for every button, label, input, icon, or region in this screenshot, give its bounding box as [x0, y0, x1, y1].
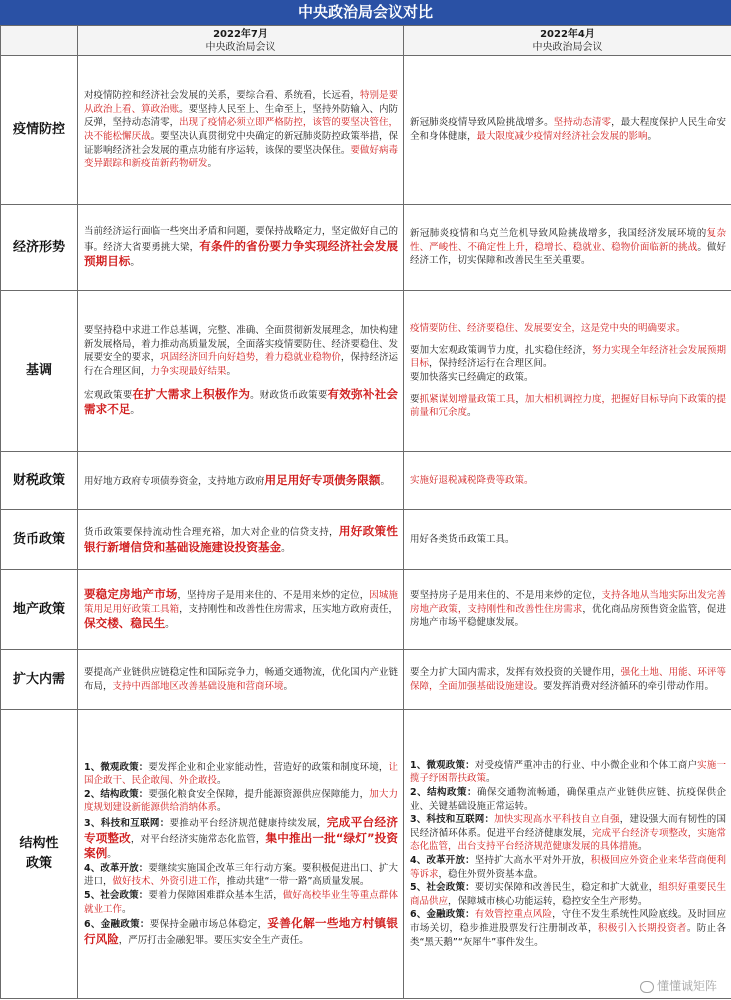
row-economy	[1, 205, 731, 291]
body-text: 要提高产业链供应链稳定性和国际竞争力，畅通交通物流，优化国内产业链布局，	[84, 666, 398, 692]
item-heading: 5、社会政策：	[410, 882, 475, 894]
jul-epidemic	[78, 56, 404, 205]
jul-demand	[78, 650, 404, 710]
body-text: 要坚持房子是用来住的、不是用来炒的定位，	[410, 590, 602, 602]
apr-fiscal	[404, 452, 731, 510]
header-apr-date: 2022年4月	[540, 28, 595, 40]
body-text: 。	[647, 131, 658, 142]
body-text: 。	[281, 542, 291, 554]
body-text: 。	[217, 802, 227, 814]
body-text: 。	[217, 775, 227, 787]
emphasis-text: 保交楼、稳民生	[84, 616, 166, 631]
body-text: 要继续实施国企改革三年行动方案。要积极促进出口、扩大进口，	[84, 862, 398, 888]
row-epidemic	[1, 56, 731, 205]
emphasis-text: 有条件的省份要力争实现经济社会发展预期目标	[84, 238, 398, 269]
highlight-text: 强化土地、用能、环评等保障，全面加强基础设施建设	[410, 666, 726, 692]
highlight-text: 要做好病毒变异跟踪和新疫苗新药物研发	[84, 144, 398, 170]
highlight-text: 实施好退税减税降费等政策。	[410, 474, 534, 486]
body-text: 。	[122, 903, 132, 915]
body-text: 货币政策要保持流动性合理充裕，加大对企业的信贷支持，	[84, 526, 339, 538]
apr-epidemic	[404, 56, 731, 205]
highlight-text: 最大限度减少疫情对经济社会发展的影响	[476, 131, 648, 142]
body-text: 。	[107, 849, 117, 861]
item-heading: 4、改革开放：	[84, 862, 149, 874]
body-text: 要全力扩大国内需求，发挥有效投资的关键作用，	[410, 666, 621, 678]
body-text: 要坚持稳中求进工作总基调，完整、准确、全面贯彻新发展理念，加快构建新发展格局，着力推动高质量发展，全面落实疫情要防住、经济要稳住、发展要安全的要求，	[84, 325, 398, 364]
row-property	[1, 570, 731, 650]
item-heading: 6、金融政策：	[84, 919, 150, 931]
highlight-text: 积极引入长期投资者	[597, 922, 687, 934]
header-category-cell	[1, 26, 78, 56]
category-structural-line1: 结构性	[19, 836, 59, 851]
body-text: 。	[165, 619, 175, 631]
item-heading: 3、科技和互联网：	[84, 818, 170, 830]
apr-demand	[404, 650, 731, 710]
watermark	[640, 977, 717, 994]
highlight-text: 因城施策用足用好政策工具箱	[84, 590, 398, 615]
paragraph-gap	[410, 336, 726, 344]
body-text: 。	[226, 366, 237, 377]
jul-property	[78, 570, 404, 650]
item-heading: 4、改革开放：	[410, 855, 475, 866]
body-text: ，建设强大而有韧性的国民经济循环体系。促进平台经济健康发展，	[410, 814, 726, 839]
header-jul-date: 2022年7月	[213, 28, 268, 40]
highlight-text: 疫情要防住、经济要稳住、发展要安全，这是党中央的明确要求。	[410, 323, 686, 335]
header-jul	[78, 26, 404, 56]
highlight-text: 复杂性、严峻性、不确定性上升，稳增长、稳就业、稳物价面临新的挑战	[410, 228, 726, 253]
item-heading: 3、科技和互联网：	[410, 814, 495, 826]
item-heading: 2、结构政策：	[410, 787, 477, 799]
emphasis-text: 用足用好专项债务限额	[264, 472, 381, 487]
highlight-text: 加大力度规划建设新能源供给消纳体系	[84, 788, 398, 814]
body-text: ，优化商品房预售资金监管，促进房地产市场平稳健康发展。	[410, 603, 726, 629]
row-demand	[1, 650, 731, 710]
paragraph-gap	[410, 385, 726, 393]
body-text: ，	[515, 393, 525, 405]
apr-keynote	[404, 291, 731, 452]
body-text: 。要发挥消费对经济循环的牵引带动作用。	[533, 680, 715, 692]
body-text: 要着力保障困难群众基本生活，	[148, 889, 283, 901]
body-text: 。	[130, 405, 140, 417]
apr-monetary	[404, 510, 731, 570]
body-text: 用好地方政府专项债券资金，支持地方政府	[84, 475, 265, 487]
highlight-text: 组织好重要民生商品供应	[410, 882, 726, 907]
body-text: 要强化粮食安全保障，提升能源资源供应保障能力，	[148, 788, 370, 800]
row-fiscal	[1, 452, 731, 510]
text-line: 要加快落实已经确定的政策。	[410, 372, 534, 383]
item-heading: 1、微观政策：	[410, 759, 475, 771]
apr-economy	[404, 205, 731, 291]
highlight-text: 坚持动态清零	[553, 117, 612, 129]
body-text: ，推动共建“一带一路”高质量发展。	[217, 876, 370, 888]
jul-fiscal	[78, 452, 404, 510]
highlight-text: 积极回应外资企业来华营商便利等诉求	[410, 855, 726, 880]
emphasis-text: 要稳定房地产市场	[84, 587, 178, 602]
emphasis-text: 在扩大需求上积极作为	[132, 386, 251, 401]
highlight-text: 让国企敢干、民企敢闯、外企敢投	[84, 761, 398, 787]
highlight-text: 力争实现最好结果	[150, 366, 227, 377]
row-keynote	[1, 291, 731, 452]
body-text: 。做好经济工作，切实保障和改善民生至关重要。	[410, 241, 726, 267]
highlight-text: 做好技术、外资引进工作	[112, 876, 218, 888]
body-text: 。防止各类“黑天鹅”“灰犀牛”事件发生。	[410, 922, 726, 948]
highlight-text: 加快实现高水平科技自立自强	[494, 814, 620, 826]
jul-keynote	[78, 291, 404, 452]
watermark-text: 懂懂诚矩阵	[656, 979, 717, 993]
highlight-text: 巩固经济回升向好趋势，着力稳就业稳物价	[160, 352, 341, 364]
body-text: ，守住不发生系统性风险底线。及时回应市场关切，稳步推进股票发行注册制改革，	[410, 909, 726, 934]
category-economy: 经济形势	[1, 205, 78, 291]
body-text: 。	[380, 475, 390, 487]
category-monetary: 货币政策	[1, 510, 78, 570]
emphasis-text: 有效弥补社会需求不足	[84, 386, 398, 417]
category-structural-line2: 政策	[25, 856, 52, 871]
body-text: 对受疫情严重冲击的行业、中小微企业和个体工商户	[474, 759, 698, 771]
body-text: 要切实保障和改善民生，稳定和扩大就业，	[474, 882, 659, 894]
paragraph-gap	[84, 379, 398, 387]
row-monetary	[1, 510, 731, 570]
highlight-text: 特别是要从政治上看、算政治账	[84, 90, 398, 115]
body-text: 。	[638, 841, 648, 853]
emphasis-text: 集中推出一批“绿灯”投资案例	[84, 830, 398, 861]
highlight-text: 支持各地从当地实际出发完善房地产政策，支持刚性和改善性住房需求	[410, 590, 726, 615]
item-heading: 1、微观政策：	[84, 761, 149, 773]
highlight-text: 做好高校毕业生等重点群体就业工作	[84, 889, 398, 915]
body-text: 新冠肺炎疫情导致风险挑战增多。	[410, 117, 554, 129]
category-fiscal: 财税政策	[1, 452, 78, 510]
category-epidemic: 疫情防控	[1, 56, 78, 205]
body-text: 。财政货币政策要	[250, 389, 328, 401]
highlight-text: 加大相机调控力度，把握好目标导向下政策的提前量和冗余度	[410, 393, 726, 419]
body-text: ，对平台经济实施常态化监管，	[130, 833, 266, 845]
header-jul-sub: 中央政治局会议	[205, 41, 276, 53]
body-text: ，保障城市核心功能运转，稳控安全生产形势。	[448, 895, 648, 907]
highlight-text: 实施一揽子纾困帮扶政策	[410, 759, 726, 785]
emphasis-text: 完成平台经济专项整改	[84, 815, 398, 845]
header-apr	[404, 26, 731, 56]
highlight-text: 完成平台经济专项整改，实施常态化监管，出台支持平台经济规范健康发展的具体措施	[410, 827, 726, 853]
body-text: 。	[130, 257, 140, 269]
body-text: ，稳住外贸外资基本盘。	[438, 868, 544, 880]
body-text: 要保持金融市场总体稳定，	[149, 919, 268, 931]
jul-monetary	[78, 510, 404, 570]
body-text: 要	[410, 393, 420, 405]
body-text: ，保持经济运行在合理区间，	[84, 352, 398, 377]
body-text: 。	[467, 407, 477, 419]
body-text: 新冠肺炎疫情和乌克兰危机导致风险挑战增多，我国经济发展环境的	[410, 228, 707, 240]
body-text: 要发挥企业和企业家能动性，营造好的政策和制度环境，	[148, 761, 389, 773]
item-heading: 2、结构政策：	[84, 788, 149, 800]
body-text: 用好各类货币政策工具。	[410, 533, 515, 545]
jul-economy	[78, 205, 404, 291]
body-text: 要加大宏观政策调节力度，扎实稳住经济，	[410, 344, 592, 356]
body-text: 要推动平台经济规范健康持续发展，	[169, 818, 327, 830]
page-title: 中央政治局会议对比	[0, 0, 731, 25]
body-text: ，坚持房子是用来住的、不是用来炒的定位，	[177, 590, 370, 602]
body-text: 。要坚持人民至上、生命至上，坚持外防输入、内防反弹，坚持动态清零，	[84, 103, 398, 129]
highlight-text: 出现了疫情必须立即严格防控，该管的要坚决管住，决不能松懈厌战	[84, 117, 398, 142]
highlight-text: 努力实现全年经济社会发展预期目标	[410, 344, 726, 370]
item-heading: 6、金融政策：	[410, 909, 475, 921]
body-text: 坚持扩大高水平对外开放，	[474, 855, 591, 866]
body-text: ，保持经济运行在合理区间。	[429, 358, 553, 370]
row-structural	[1, 710, 731, 999]
emphasis-text: 妥善化解一些地方村镇银行风险	[84, 916, 398, 946]
category-demand: 扩大内需	[1, 650, 78, 710]
body-text: 对疫情防控和经济社会发展的关系，要综合看、系统看，长远看，	[84, 90, 360, 102]
category-property: 地产政策	[1, 570, 78, 650]
body-text: ，最大程度保护人民生命安全和身体健康，	[410, 117, 726, 142]
wechat-icon	[640, 981, 654, 993]
body-text: ，严厉打击金融犯罪。要压实安全生产责任。	[118, 934, 309, 946]
category-structural	[1, 710, 78, 999]
body-text: 经济大省要勇挑大梁，	[103, 241, 200, 253]
header-apr-sub: 中央政治局会议	[532, 41, 603, 53]
body-text: 。要坚决认真贯彻党中央确定的新冠肺炎防控政策举措，保证影响经济社会发展的重点功能有序运转，该保的要坚决保住。	[84, 131, 398, 156]
body-text: ，支持刚性和改善性住房需求，压实地方政府责任，	[179, 603, 398, 615]
highlight-text: 抓紧谋划增量政策工具	[419, 393, 516, 405]
header-row	[1, 26, 731, 56]
jul-structural	[78, 710, 404, 999]
body-text: 。	[207, 158, 218, 170]
body-text: 。	[283, 680, 294, 692]
body-text: 确保交通物流畅通，确保重点产业链供应链、抗疫保供企业、关键基础设施正常运转。	[410, 787, 726, 812]
apr-property	[404, 570, 731, 650]
highlight-text: 支持中西部地区改善基础设施和营商环境	[112, 680, 284, 692]
comparison-table	[0, 25, 731, 999]
body-text: 宏观政策要	[84, 389, 133, 401]
body-text: 当前经济运行面临一些突出矛盾和问题，要保持战略定力，坚定做好自己的事。	[84, 226, 398, 253]
category-keynote: 基调	[1, 291, 78, 452]
item-heading: 5、社会政策：	[84, 889, 149, 901]
body-text: 。	[486, 773, 496, 785]
emphasis-text: 用好政策性银行新增信贷和基础设施建设投资基金	[84, 523, 398, 554]
highlight-text: 有效管控重点风险	[474, 909, 553, 921]
apr-structural	[404, 710, 731, 999]
